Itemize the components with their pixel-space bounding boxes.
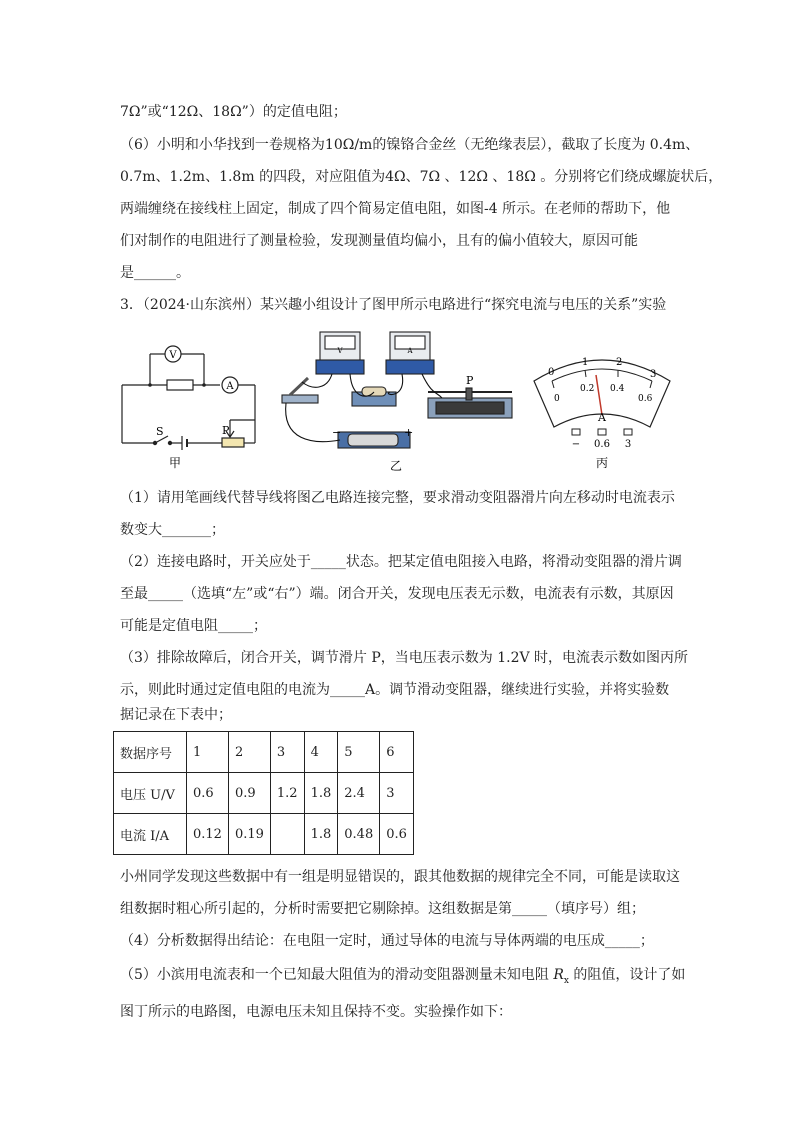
text-line: 两端缠绕在接线柱上固定，制成了四个简易定值电阻，如图-4 所示。在老师的帮助下，他 bbox=[120, 201, 671, 217]
question-3-line: 据记录在下表中； bbox=[120, 707, 232, 723]
text-line: 们对制作的电阻进行了测量检验，发现测量值均偏小，且有的偏小值较大，原因可能 bbox=[120, 233, 638, 249]
table-cell bbox=[270, 814, 304, 855]
resistor-symbol: R bbox=[553, 967, 564, 983]
answer-blank-line: 是______。 bbox=[120, 265, 190, 281]
terminal-minus-label: − bbox=[571, 439, 581, 450]
terminal-3-label: 3 bbox=[624, 439, 632, 450]
question-2-line: （2）连接电路时，开关应处于_____状态。把某定值电阻接入电路，将滑动变阻器的滑片调 bbox=[120, 554, 682, 570]
question-5-line: 图丁所示的电路图，电源电压未知且保持不变。实验操作如下： bbox=[120, 1004, 512, 1020]
circuit-diagram-jia bbox=[110, 340, 270, 475]
question-6-line: （6）小明和小华找到一卷规格为10Ω/m的镍铬合金丝（无绝缘表层），截取了长度为 0.4m、 bbox=[120, 137, 700, 153]
table-cell: 电流 I/A bbox=[114, 814, 187, 855]
table-cell: 0.9 bbox=[228, 773, 270, 814]
ammeter-label: A bbox=[226, 381, 234, 392]
table-cell: 0.6 bbox=[187, 773, 229, 814]
paragraph-line: 组数据时粗心所引起的，分析时需要把它剔除掉。这组数据是第_____（填序号）组； bbox=[120, 901, 645, 917]
table-row bbox=[114, 814, 414, 855]
ammeter-label: A bbox=[407, 347, 413, 355]
question-2-line: 至最_____（选填“左”或“右”）端。闭合开关，发现电压表无示数，电流表有示数，其原因 bbox=[120, 586, 674, 602]
voltmeter-label: V bbox=[337, 347, 343, 355]
dial-unit-label: A bbox=[598, 411, 606, 424]
table-cell: 0.6 bbox=[380, 814, 414, 855]
table-cell: 3 bbox=[270, 732, 304, 773]
table-row bbox=[114, 773, 414, 814]
table-cell: 数据序号 bbox=[114, 732, 187, 773]
ammeter-dial-bing bbox=[526, 345, 678, 475]
table-row bbox=[114, 732, 414, 773]
dial-outer-tick: 3 bbox=[650, 369, 657, 380]
table-cell: 电压 U/V bbox=[114, 773, 187, 814]
question-2-line: 可能是定值电阻_____； bbox=[120, 618, 267, 634]
table-cell: 4 bbox=[304, 732, 338, 773]
terminal-06-label: 0.6 bbox=[594, 439, 610, 450]
problem-3-heading: 3．（2024·山东滨州）某兴趣小组设计了图甲所示电路进行“探究电流与电压的关系”实验 bbox=[120, 297, 667, 313]
battery-minus-label: − bbox=[332, 426, 342, 439]
table-cell: 1.2 bbox=[270, 773, 304, 814]
text-line: 0.7m、1.2m、1.8m 的四段，对应阻值为4Ω、7Ω 、12Ω 、18Ω 。分别将它们绕成螺旋状后， bbox=[120, 169, 723, 185]
dial-outer-tick: 1 bbox=[582, 357, 589, 368]
voltmeter-label: V bbox=[169, 350, 177, 361]
dial-outer-tick: 2 bbox=[616, 357, 623, 368]
table-cell: 6 bbox=[380, 732, 414, 773]
table-cell: 2 bbox=[228, 732, 270, 773]
table-cell: 5 bbox=[338, 732, 380, 773]
battery-plus-label: + bbox=[404, 426, 414, 439]
question-3-line: （3）排除故障后，闭合开关，调节滑片 P，当电压表示数为 1.2V 时，电流表示数如图丙所 bbox=[120, 650, 689, 666]
question-5-text: 的阻值，设计了如 bbox=[568, 967, 686, 983]
table-cell: 0.19 bbox=[228, 814, 270, 855]
question-3-line: 示，则此时通过定值电阻的电流为_____A。调节滑动变阻器，继续进行实验，并将实验数 bbox=[120, 682, 670, 698]
question-4-line: （4）分析数据得出结论：在电阻一定时，通过导体的电流与导体两端的电压成_____； bbox=[120, 933, 654, 949]
figure-caption-yi: 乙 bbox=[389, 459, 403, 473]
table-cell: 1.8 bbox=[304, 773, 338, 814]
question-5-text: （5）小滨用电流表和一个已知最大阻值为的滑动变阻器测量未知电阻 bbox=[120, 967, 554, 983]
question-5-line bbox=[120, 966, 685, 990]
table-cell: 0.12 bbox=[187, 814, 229, 855]
switch-label: S bbox=[156, 425, 164, 438]
slider-label: P bbox=[466, 374, 474, 387]
dial-inner-tick: 0.4 bbox=[610, 384, 625, 394]
figure-caption-jia: 甲 bbox=[168, 456, 182, 470]
table-cell: 0.48 bbox=[338, 814, 380, 855]
question-1-line: 数变大_______； bbox=[120, 522, 225, 538]
table-cell: 1 bbox=[187, 732, 229, 773]
resistor-subscript: x bbox=[563, 975, 569, 986]
text-line: 7Ω”或“12Ω、18Ω”）的定值电阻； bbox=[120, 104, 347, 120]
data-table bbox=[113, 731, 414, 855]
dial-inner-tick: 0.6 bbox=[638, 394, 653, 404]
slider-label: P bbox=[222, 424, 230, 437]
physical-circuit-yi bbox=[272, 320, 520, 475]
paragraph-line: 小州同学发现这些数据中有一组是明显错误的，跟其他数据的规律完全不同，可能是读取这 bbox=[120, 869, 680, 885]
table-cell: 1.8 bbox=[304, 814, 338, 855]
table-cell: 2.4 bbox=[338, 773, 380, 814]
dial-inner-tick: 0.2 bbox=[580, 384, 595, 394]
question-1-line: （1）请用笔画线代替导线将图乙电路连接完整，要求滑动变阻器滑片向左移动时电流表示 bbox=[120, 490, 675, 506]
table-cell: 3 bbox=[380, 773, 414, 814]
dial-inner-tick: 0 bbox=[554, 394, 560, 404]
dial-outer-tick: 0 bbox=[548, 367, 555, 378]
figure-caption-bing: 丙 bbox=[595, 456, 609, 470]
